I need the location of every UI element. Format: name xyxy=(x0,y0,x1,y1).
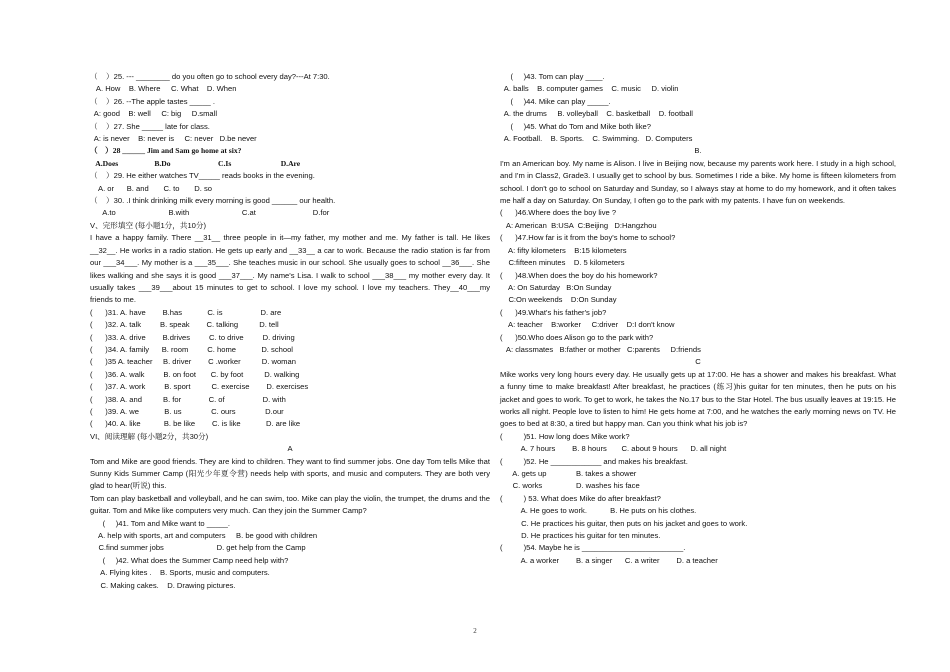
right-line: Mike works very long hours every day. He usually gets up at 17:00. He has a shower and makes his breakfast. What a funny time to make breakfast! After breakfast, he practices (练习)his guitar for ten minutes, then he puts on his jacket and goes to work. To get to work, he takes the No.17 bus to the Star Hotel. The bus usually leaves at 19:15. He works all night. People love to listen to him! He gets home at 7:00, and he watches the early morning news on TV. He goes to bed at 8:30, a tired but happy man. Can you think what his job is? xyxy=(500,369,896,429)
right-line: C. works D. washes his face xyxy=(500,481,640,491)
right-line: ( )44. Mike can play _____. xyxy=(500,96,611,106)
left-line: ( )33. A. drive B.drives C. to drive D. driving xyxy=(90,332,295,342)
left-line: （ ）25. --- ________ do you often go to school every day?---At 7:30. xyxy=(90,72,330,81)
left-line: VI、阅读理解 (每小题2分，共30分) xyxy=(90,431,209,441)
left-line: Tom can play basketball and volleyball, and he can swim, too. Mike can play the violin, the trumpet, the drums and the guitar. Tom and Mike like computers very much. Can they join the Summer Camp? xyxy=(90,493,490,516)
left-column xyxy=(90,71,490,592)
right-line: A. He goes to work. B. He puts on his clothes. xyxy=(500,506,697,516)
left-line: （ ）30. .I think drinking milk every morning is good ______ our health. xyxy=(90,196,336,206)
right-line: C:fifteen minutes D. 5 kilometers xyxy=(500,258,625,268)
right-line: ( )43. Tom can play ____. xyxy=(500,72,605,81)
right-line: C. He practices his guitar, then puts on his jacket and goes to work. xyxy=(500,518,748,528)
left-line: A. help with sports, art and computers B. be good with children xyxy=(90,531,318,541)
right-line: A. Football. B. Sports. C. Swimming. D. Computers xyxy=(500,134,693,144)
right-line: A. gets up B. takes a shower xyxy=(500,469,637,478)
left-line: ( )39. A. we B. us C. ours D.our xyxy=(90,406,284,416)
left-line: A.Does B.Do C.Is D.Are xyxy=(90,158,301,168)
left-line: A. or B. and C. to D. so xyxy=(90,183,212,193)
right-line: C:On weekends D:On Sunday xyxy=(500,295,617,305)
left-line: ( )37. A. work B. sport C. exercise D. exercises xyxy=(90,382,309,392)
left-line: C.find summer jobs D. get help from the Camp xyxy=(90,543,306,553)
right-line: A: classmates B:father or mother C:parents D:friends xyxy=(500,344,701,354)
right-line: A. the drums B. volleyball C. basketball D. football xyxy=(500,109,693,119)
right-line: A: fifty kilometers B:15 kilometers xyxy=(500,245,627,255)
right-line: ( )46.Where does the boy live ? xyxy=(500,208,617,218)
right-line: ( )54. Maybe he is ________________________. xyxy=(500,543,686,553)
right-line: A. balls B. computer games C. music D. violin xyxy=(500,84,679,94)
right-line: ( )50.Who does Alison go to the park with? xyxy=(500,332,654,342)
right-line: A: American B:USA C:Beijing D:Hangzhou xyxy=(500,220,657,230)
left-line: （ ）27. She _____ late for class. xyxy=(90,121,210,131)
right-line: B. xyxy=(694,146,702,156)
right-line: A. 7 hours B. 8 hours C. about 9 hours D. all night xyxy=(500,444,727,454)
left-line: A: good B: well C: big D.small xyxy=(90,109,218,119)
right-line: ( )49.What's his father's job? xyxy=(500,307,607,317)
left-line: A. Flying kites . B. Sports, music and computers. xyxy=(90,568,270,578)
left-line: A. How B. Where C. What D. When xyxy=(90,84,237,94)
right-line: ( )47.How far is it from the boy's home to school? xyxy=(500,233,676,243)
right-line: A: On Saturday B:On Sunday xyxy=(500,282,612,292)
left-line: I have a happy family. There __31__ three people in it—my father, my mother and me. My father is tall. He likes __32__. He works in a radio station. He gets up early and __33__ a car to work. Because the radio station is far from our ___34___. My mother is a ___35___. She teaches music in our school. She usually goes to school __36___. She likes walking and she says it is good ___37___. My name's Lisa. I walk to school ___38___ my mother every day. It usually takes ___39___about 15 minutes to get to school. I love my school. I love my teachers. They__40___my friends to me. xyxy=(90,233,490,305)
page-number: 2 xyxy=(473,627,477,635)
left-line: （ ）26. --The apple tastes _____ . xyxy=(90,96,215,106)
left-line: ( )31. A. have B.has C. is D. are xyxy=(90,307,282,317)
left-line: ( )38. A. and B. for C. of D. with xyxy=(90,394,286,404)
left-line: ( )42. What does the Summer Camp need help with? xyxy=(90,555,289,565)
left-line: （ ）29. He either watches TV_____ reads books in the evening. xyxy=(90,171,315,181)
right-line: ( )45. What do Tom and Mike both like? xyxy=(500,121,651,131)
left-line: ( )35 A. teacher B. driver C .worker D. woman xyxy=(90,357,296,367)
left-line: V、完形填空 (每小题1分，共10分) xyxy=(90,220,207,230)
right-line: ( )52. He ____________ and makes his breakfast. xyxy=(500,456,688,466)
right-line: A. a worker B. a singer C. a writer D. a teacher xyxy=(500,555,718,565)
right-line: ( )51. How long does Mike work? xyxy=(500,431,630,441)
right-line: A: teacher B:worker C:driver D:I don't know xyxy=(500,320,675,330)
left-line: ( )34. A. family B. room C. home D. school xyxy=(90,344,293,354)
left-line: ( )32. A. talk B. speak C. talking D. tell xyxy=(90,320,279,330)
left-line: Tom and Mike are good friends. They are kind to children. They want to find summer jobs. One day Tom tells Mike that Sunny Kids Summer Camp (阳光少年夏令营) needs help with sports, and music and computers. They are both very glad to hear(听说) this. xyxy=(90,456,490,491)
left-line: A.to B.with C.at D.for xyxy=(90,208,330,218)
left-line: C. Making cakes. D. Drawing pictures. xyxy=(90,580,236,590)
left-line: A: is never B: never is C: never D.be never xyxy=(90,134,257,144)
left-line: ( )41. Tom and Mike want to _____. xyxy=(90,518,230,528)
right-line: I'm an American boy. My name is Alison. I live in Beijing now, because my parents work here. I study in a high school, and I'm in Class2, Grade3. I usually get to school by bus. Sometimes I ride a bike. My home is fifteen kilometers from school. I don't go to school on Saturday and Sunday, so I always stay at home to do my homework, and it often takes me half a day on Saturday. On Sunday, I often go to the park with my patents. I have fun on weekends. xyxy=(500,158,896,206)
left-line: （ ）28 ______ Jim and Sam go home at six? xyxy=(90,146,242,156)
right-line: ( ) 53. What does Mike do after breakfast? xyxy=(500,493,661,503)
left-line: ( )40. A. like B. be like C. is like D. are like xyxy=(90,419,301,429)
left-line: ( )36. A. walk B. on foot C. by foot D. walking xyxy=(90,369,300,379)
right-column xyxy=(500,71,896,567)
right-line: D. He practices his guitar for ten minutes. xyxy=(500,531,661,541)
right-line: ( )48.When does the boy do his homework? xyxy=(500,270,658,280)
right-line: C xyxy=(695,357,701,367)
left-line: A xyxy=(287,444,293,454)
